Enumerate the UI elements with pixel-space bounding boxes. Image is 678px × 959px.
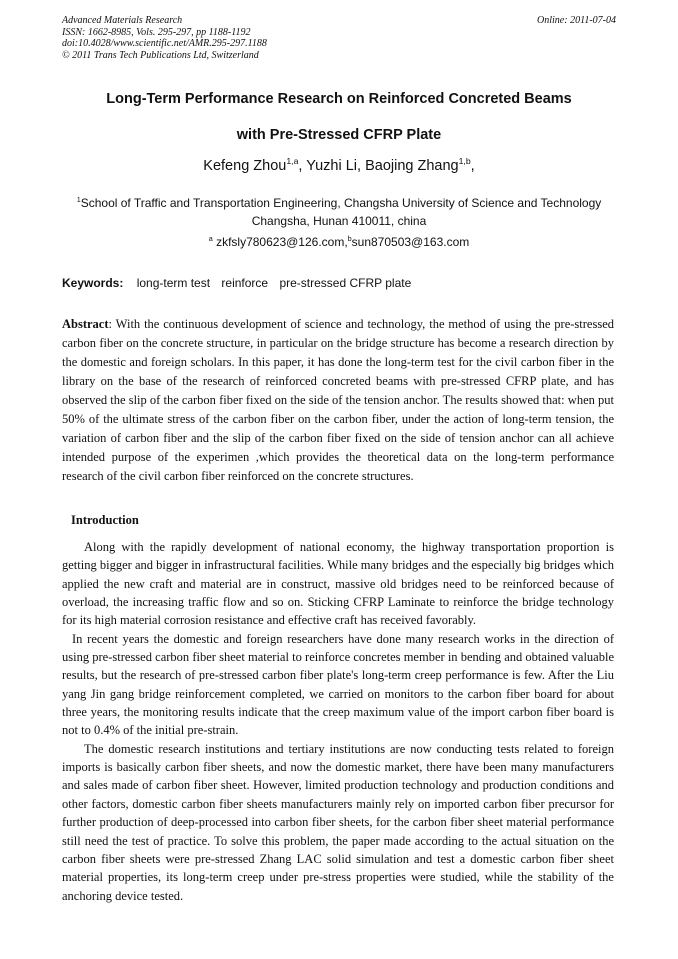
abstract-text: : With the continuous development of science and technology, the method of using the pre-stressed carbon fiber on the concrete structure, in particular on the bridge structure has become a research direction by the domestic and foreign scholars. In this paper, it has done the long-term test for the civil carbon fiber in the library on the base of the research of reinforced concreted beams with pre-stressed CFRP plate, and has observed the slip of the carbon fiber fixed on the side of the tension anchor. The results showed that: when put 50% of the ultimate stress of the carbon fiber on the carbon fiber, under the action of long-term tension, the variation of carbon fiber and the slip of the carbon fiber fixed on the side of tension anchor can all achieve intended purpose of the experimen ,which provides the theoretical data on the long-term performance research of the civil carbon fiber reinforced on the concrete structures. (62, 317, 614, 483)
keywords-label: Keywords: (62, 276, 124, 290)
copyright-line: © 2011 Trans Tech Publications Ltd, Switzerland (62, 49, 259, 61)
issn-line: ISSN: 1662-8985, Vols. 295-297, pp 1188-1192 (62, 26, 251, 38)
email-a[interactable]: zkfsly780623@126.com, (212, 235, 348, 249)
journal-info (62, 15, 267, 61)
doi-line: doi:10.4028/www.scientific.net/AMR.295-297.1188 (62, 38, 267, 49)
paragraph: The domestic research institutions and tertiary institutions are now conducting tests related to foreign imports is basically carbon fiber sheets, and now the domestic market, there have been many manufacturers and sales made of carbon fiber sheet. However, limited production technology and production conditions and other factors, domestic carbon fiber sheets manufacturers mainly rely on imported carbon fiber precursor for further production of deep-processed into carbon fiber sheets, for the carbon fiber sheet material performance still need the test of practice. To solve this problem, the paper made according to the actual situation on the carbon fiber sheets were pre-stressed Zhang LAC solid simulation and test a domestic carbon fiber sheet material properties, its long-term creep under pre-stress properties were studied, while the stability of the anchoring device tested. (62, 741, 614, 903)
online-date: Online: 2011-07-04 (537, 15, 616, 26)
paragraph: Along with the rapidly development of national economy, the highway transportation proportion is getting bigger and bigger in infrastructural facilities. While many bridges and the especially big bridges which applied the new craft and material are in construct, massive old bridges need to be reinforced because of overload, the increasing traffic flow and so on. Sticking CFRP Laminate to reinforce the bridge technology for its high material corrosion resistance and effective craft has received favorably. (62, 540, 614, 628)
keyword: long-term test (136, 276, 211, 290)
author-affiliation-mark: 1,a (286, 156, 299, 167)
author-separator: , (357, 158, 366, 174)
paragraph: In recent years the domestic and foreign researchers have done many research works in the direction of using pre-stressed carbon fiber sheet material to reinforce concretes member in bending and obtained valuable results, but the research of pre-stressed carbon fiber plate's long-term creep performance is few. After the Liu yang Jin gang bridge reinforcement completed, we carried on monitors to the carbon fiber board for about three years, the monitoring results indicate that the creep maximum value of the import carbon fiber board is not to 0.4% of the initial pre-strain. (62, 631, 614, 738)
author-list (40, 158, 638, 174)
affiliation-mark: 1 (76, 195, 81, 204)
email-mark-a: a (208, 234, 213, 243)
keywords (62, 276, 419, 290)
author-emails (62, 235, 616, 249)
affiliation-line-1: School of Traffic and Transportation Engineering, Changsha University of Science and Technology (80, 196, 602, 210)
author-name: Baojing Zhang (365, 158, 459, 174)
author-name: Kefeng Zhou (203, 158, 287, 174)
paper-title-line-1: Long-Term Performance Research on Reinforced Concreted Beams (106, 91, 572, 107)
introduction-body (62, 538, 614, 905)
author-separator: , (298, 158, 307, 174)
abstract (62, 315, 614, 486)
author-name: Yuzhi Li (306, 158, 358, 174)
keyword: reinforce (221, 276, 269, 290)
paper-title-line-2: with Pre-Stressed CFRP Plate (236, 127, 442, 143)
email-b[interactable]: sun870503@163.com (351, 235, 470, 249)
email-mark-b: b (347, 234, 352, 243)
author-affiliation-mark: 1,b (458, 156, 471, 167)
affiliation (62, 194, 616, 230)
abstract-label: Abstract (62, 317, 109, 331)
journal-name: Advanced Materials Research (62, 15, 183, 26)
affiliation-line-2: Changsha, Hunan 410011, china (251, 214, 427, 228)
author-separator: , (470, 158, 475, 174)
keyword: pre-stressed CFRP plate (279, 276, 412, 290)
section-heading-introduction: Introduction (71, 513, 139, 527)
